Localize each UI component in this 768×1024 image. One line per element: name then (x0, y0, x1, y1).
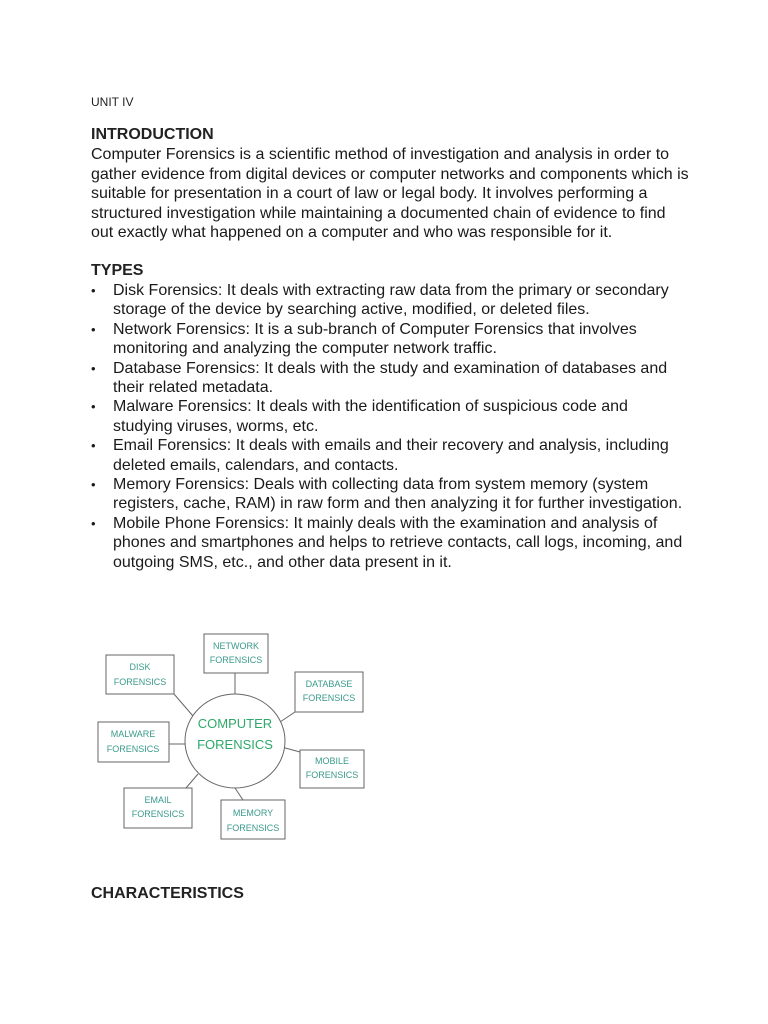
connector-memory (235, 788, 243, 800)
forensics-types-diagram (90, 628, 380, 844)
node-network-line2: FORENSICS (209, 655, 263, 665)
node-email-line1: EMAIL (144, 795, 172, 805)
node-memory-line1: MEMORY (232, 808, 274, 818)
node-network-line1: NETWORK (213, 641, 259, 651)
bullet-icon: • (91, 399, 96, 415)
node-database-line2: FORENSICS (302, 693, 356, 703)
connector-email (186, 774, 198, 788)
node-malware-line2: FORENSICS (106, 744, 160, 754)
type-database-text: Database Forensics: It deals with the study and examination of databases and their related metadata. (113, 359, 668, 397)
node-mobile-line2: FORENSICS (305, 770, 359, 780)
list-item (91, 320, 691, 359)
bullet-icon: • (91, 283, 96, 298)
bullet-icon: • (91, 360, 96, 376)
type-malware-text: Malware Forensics: It deals with the identification of suspicious code and studying viruses, worms, etc. (113, 398, 628, 435)
connector-disk (174, 694, 193, 716)
type-disk-text: Disk Forensics: It deals with extracting raw data from the primary or secondary storage of the device by searching active, modified, or deleted files. (113, 282, 669, 319)
types-list (91, 281, 691, 572)
node-malware-box (98, 722, 169, 762)
node-disk-line1: DISK (129, 662, 151, 672)
type-mobile-text: Mobile Phone Forensics: It mainly deals with the examination and analysis of phones and smartphones and helps to retrieve contacts, call logs, incoming, and outgoing SMS, etc., and other data present in it. (113, 514, 683, 571)
unit-label: UNIT IV (91, 95, 134, 109)
node-network (204, 634, 268, 673)
introduction-heading: INTRODUCTION (91, 126, 214, 143)
list-item (91, 397, 691, 436)
type-email-text: Email Forensics: It deals with emails and their recovery and analysis, including deleted emails, calendars, and contacts. (113, 437, 669, 474)
node-mobile (300, 750, 364, 788)
node-email-line2: FORENSICS (131, 809, 185, 819)
node-database-box (295, 672, 363, 712)
node-database (295, 672, 363, 712)
list-item (91, 281, 691, 320)
node-mobile-line1: MOBILE (314, 756, 350, 766)
connector-database (280, 712, 295, 722)
node-disk (106, 655, 174, 694)
node-malware-line1: MALWARE (110, 729, 156, 739)
node-memory-line2: FORENSICS (226, 823, 280, 833)
bullet-icon: • (91, 438, 96, 454)
characteristics-heading: CHARACTERISTICS (91, 885, 244, 902)
node-email-box (124, 788, 192, 828)
center-label-line2: FORENSICS (197, 737, 273, 752)
bullet-icon: • (91, 477, 96, 493)
node-malware (98, 722, 169, 762)
list-item (91, 475, 691, 514)
node-disk-line2: FORENSICS (113, 677, 167, 687)
node-memory-box (221, 800, 285, 839)
type-network-text: Network Forensics: It is a sub-branch of Computer Forensics that involves monitoring and analyzing the computer network traffic. (113, 320, 637, 358)
type-memory-text: Memory Forensics: Deals with collecting data from system memory (system registers, cache, RAM) in raw form and then analyzing it for further investigation. (113, 476, 683, 513)
list-item (91, 359, 691, 398)
list-item (91, 514, 691, 572)
bullet-icon: • (91, 515, 96, 531)
center-label-line1: COMPUTER (197, 716, 273, 731)
list-item (91, 436, 691, 475)
node-network-box (204, 634, 268, 673)
node-database-line1: DATABASE (305, 679, 353, 689)
introduction-paragraph: Computer Forensics is a scientific method of investigation and analysis in order to gather evidence from digital devices or computer networks and components which is suitable for presentation in a court of law or legal body. It involves performing a structured investigation while maintaining a documented chain of evidence to find out exactly what happened on a computer and who was responsible for it. (91, 146, 689, 241)
node-disk-box (106, 655, 174, 694)
bullet-icon: • (91, 321, 96, 337)
types-heading: TYPES (91, 262, 144, 279)
node-memory (221, 800, 285, 839)
node-email (124, 788, 192, 828)
